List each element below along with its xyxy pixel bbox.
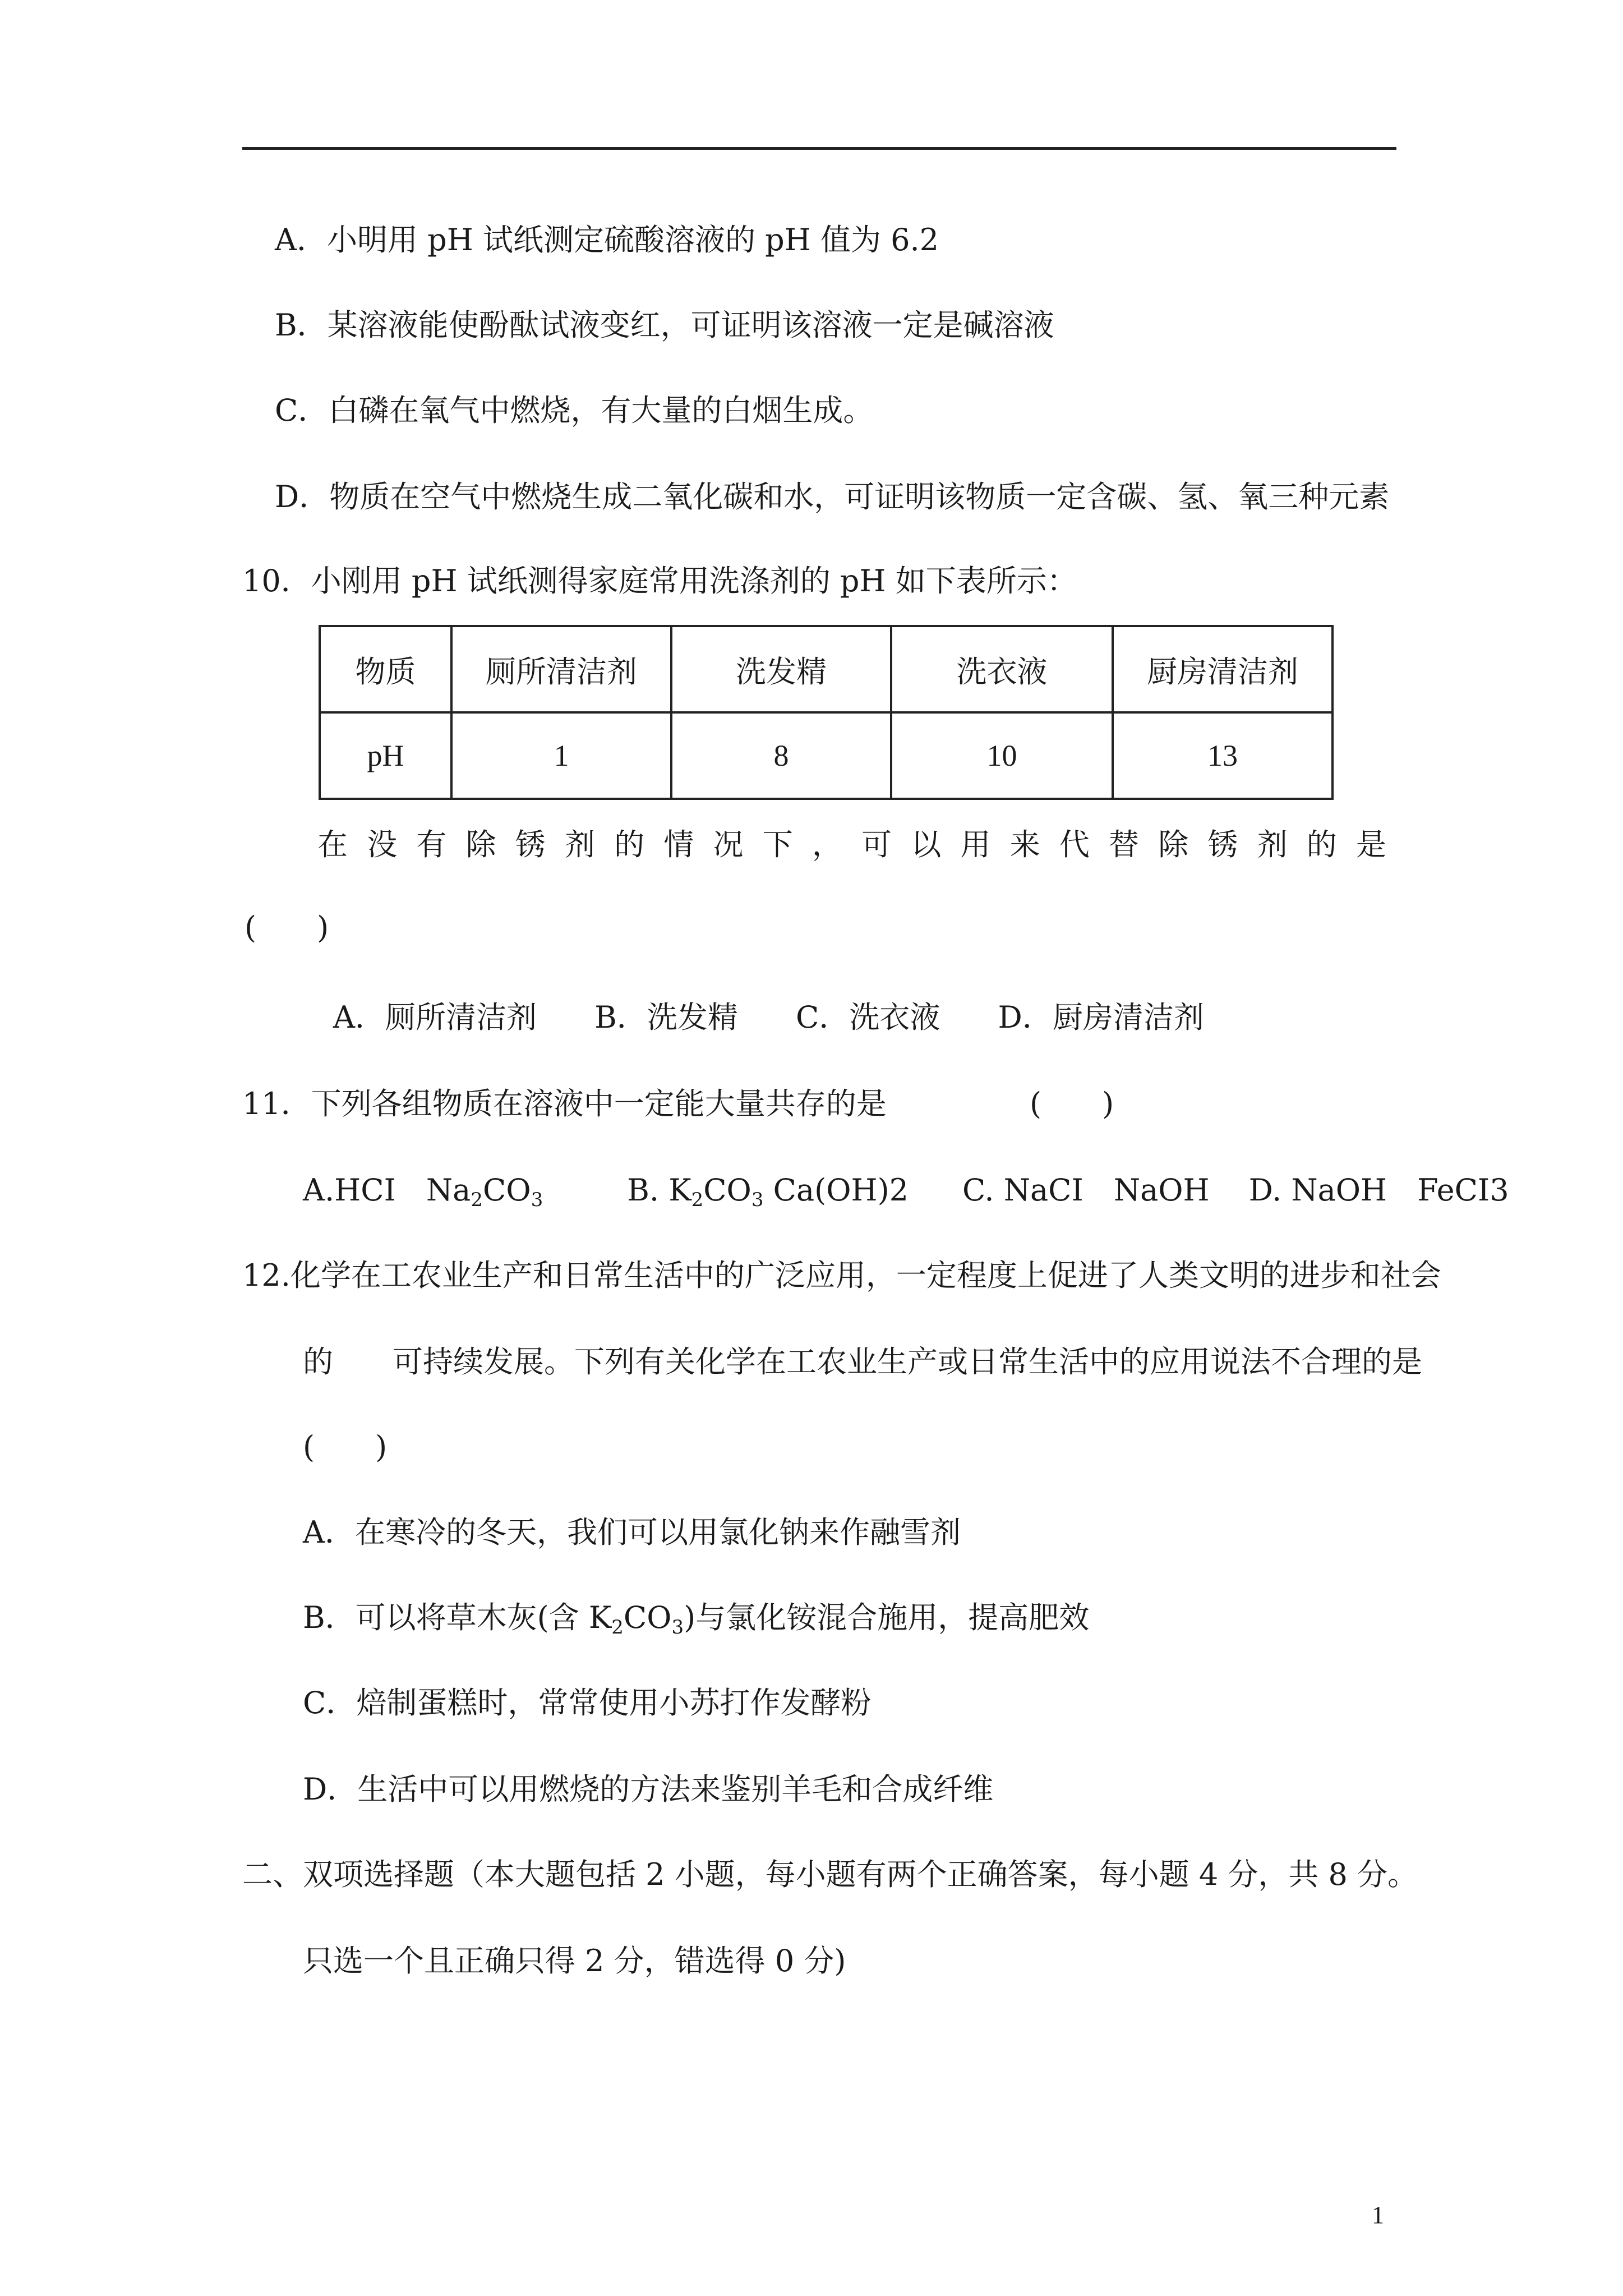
q10-question	[317, 827, 1386, 863]
table-header-cell: 洗衣液	[891, 626, 1113, 712]
q10-question-char: 代	[1059, 827, 1090, 862]
q12-option-a: A．在寒冷的冬天，我们可以用氯化钠来作融雪剂	[303, 1515, 961, 1550]
q12-stem-line2-start: 的	[303, 1344, 333, 1379]
q9-option-d: D．物质在空气中燃烧生成二氧化碳和水，可证明该物质一定含碳、氢、氧三种元素	[275, 479, 1390, 514]
q10-question-char: 以	[911, 827, 942, 862]
q10-option-a: A．厕所清洁剂	[333, 1000, 537, 1035]
q11-option-a	[303, 1172, 543, 1211]
q10-question-char: 替	[1109, 827, 1139, 862]
subscript: 2	[611, 1616, 624, 1639]
table-row	[320, 712, 1332, 799]
q10-question-char: 是	[1355, 827, 1386, 862]
q10-question-char: 的	[1306, 827, 1337, 862]
q10-question-char: 可	[861, 827, 892, 862]
table-cell: pH	[320, 712, 451, 799]
q10-question-char: ，	[811, 827, 842, 862]
q10-question-char: 锈	[515, 827, 546, 862]
q12-option-d: D．生活中可以用燃烧的方法来鉴别羊毛和合成纤维	[303, 1772, 994, 1807]
q10-question-char: 除	[465, 827, 496, 862]
table-cell: 10	[891, 712, 1113, 799]
q11-option-b-text: CO	[703, 1172, 751, 1208]
q10-answer-paren: ( )	[245, 910, 329, 945]
q10-question-char: 锈	[1207, 827, 1238, 862]
q12-option-b-text: CO	[623, 1600, 672, 1635]
table-header-cell: 厨房清洁剂	[1113, 626, 1332, 712]
section2-note: 只选一个且正确只得 2 分，错选得 0 分)	[303, 1943, 846, 1978]
q11-option-a-text: CO	[483, 1172, 531, 1208]
q12-stem-line1: 12.化学在工农业生产和日常生活中的广泛应用，一定程度上促进了人类文明的进步和社会	[242, 1258, 1441, 1293]
subscript: 3	[531, 1189, 543, 1211]
q9-option-b: B．某溶液能使酚酞试液变红，可证明该溶液一定是碱溶液	[275, 307, 1054, 343]
q10-question-char: 下	[762, 827, 793, 862]
ph-table	[319, 625, 1334, 800]
q12-stem-line2: 可持续发展。下列有关化学在工农业生产或日常生活中的应用说法不合理的是	[393, 1344, 1422, 1379]
table-cell: 13	[1113, 712, 1332, 799]
q12-option-c: C．焙制蛋糕时，常常使用小苏打作发酵粉	[303, 1685, 872, 1720]
q10-options	[333, 1000, 1204, 1036]
q11-option-d: D. NaOH FeCI3	[1248, 1172, 1509, 1208]
table-header-cell: 厕所清洁剂	[451, 626, 671, 712]
q10-question-char: 况	[713, 827, 744, 862]
q10-question-char: 有	[416, 827, 447, 862]
q10-option-c: C．洗衣液	[796, 1000, 940, 1035]
q10-question-char: 在	[317, 827, 348, 862]
q10-question-char: 情	[663, 827, 694, 862]
page-number: 1	[1372, 2201, 1384, 2229]
q11-option-b-text: B. K	[627, 1172, 691, 1208]
header-rule	[242, 147, 1396, 150]
q11-options	[303, 1172, 1509, 1211]
q10-question-char: 除	[1158, 827, 1189, 862]
section2-heading: 二、双项选择题（本大题包括 2 小题，每小题有两个正确答案，每小题 4 分，共 8 分。	[242, 1857, 1418, 1892]
q11-stem: 11．下列各组物质在溶液中一定能大量共存的是	[242, 1086, 887, 1121]
q12-answer-paren: ( )	[303, 1429, 388, 1465]
q10-question-char: 来	[1009, 827, 1040, 862]
q11-option-c: C. NaCI NaOH	[962, 1172, 1210, 1208]
q11-option-a-text: A.HCI Na	[303, 1172, 471, 1208]
q12-option-b-text: B．可以将草木灰(含 K	[303, 1600, 612, 1635]
subscript: 3	[751, 1189, 764, 1211]
q10-question-char: 剂	[564, 827, 595, 862]
q12-option-b	[303, 1600, 1090, 1639]
q12-option-b-text: )与氯化铵混合施用，提高肥效	[684, 1600, 1090, 1635]
q11-answer-paren: ( )	[1030, 1086, 1114, 1121]
q10-question-char: 剂	[1257, 827, 1288, 862]
subscript: 2	[471, 1189, 483, 1211]
q9-option-c: C．白磷在氧气中燃烧，有大量的白烟生成。	[275, 393, 874, 428]
q10-stem: 10．小刚用 pH 试纸测得家庭常用洗涤剂的 pH 如下表所示：	[242, 563, 1077, 599]
table-cell: 1	[451, 712, 671, 799]
q10-option-d: D．厨房清洁剂	[998, 1000, 1204, 1035]
table-cell: 8	[671, 712, 891, 799]
table-header-cell: 洗发精	[671, 626, 891, 712]
q9-option-a: A．小明用 pH 试纸测定硫酸溶液的 pH 值为 6.2	[275, 222, 939, 257]
q11-option-b	[627, 1172, 909, 1211]
table-header-cell: 物质	[320, 626, 451, 712]
table-header-row	[320, 626, 1332, 712]
q10-question-char: 的	[614, 827, 645, 862]
q10-question-char: 用	[960, 827, 991, 862]
q10-question-char: 没	[367, 827, 398, 862]
subscript: 3	[671, 1616, 684, 1639]
subscript: 2	[691, 1189, 704, 1211]
q10-option-b: B．洗发精	[594, 1000, 738, 1035]
q11-option-b-text: Ca(OH)2	[763, 1172, 909, 1208]
